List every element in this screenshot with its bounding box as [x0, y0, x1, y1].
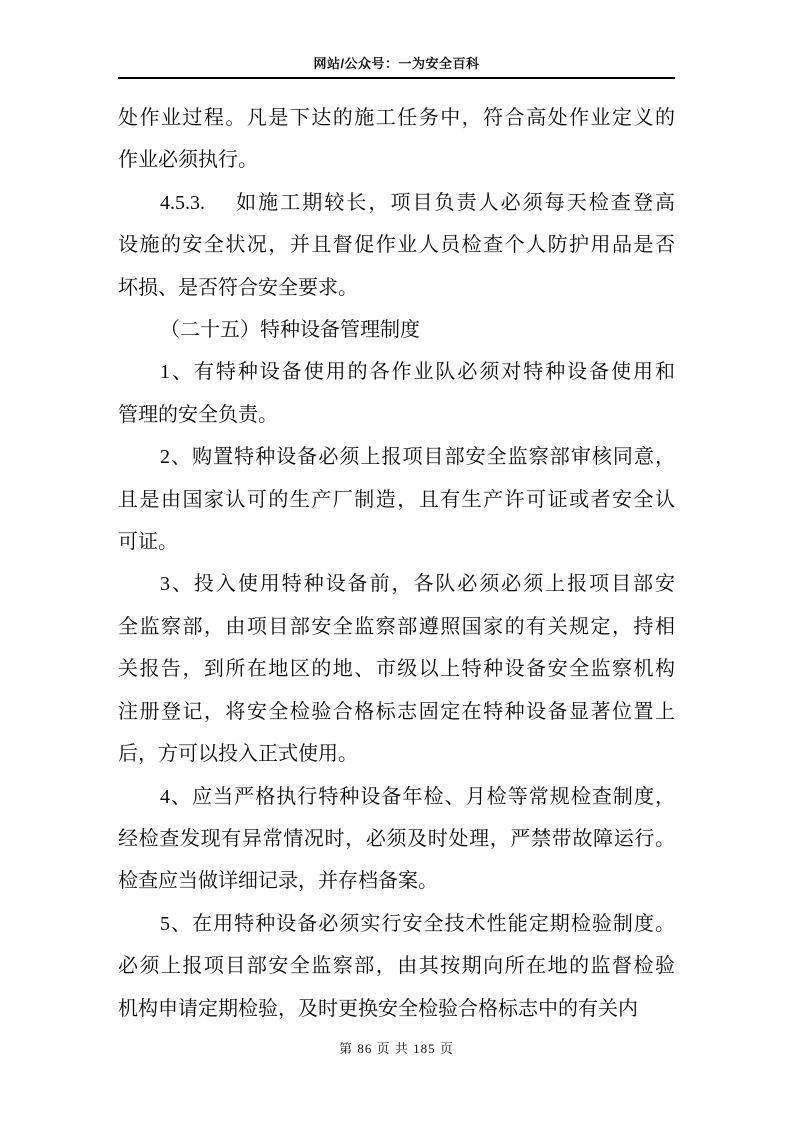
- text-line: 全监察部，由项目部安全监察部遵照国家的有关规定，持相: [118, 615, 675, 638]
- page-number-footer: 第 86 页 共 185 页: [339, 1041, 454, 1056]
- text-line: 1、有特种设备使用的各作业队必须对特种设备使用和: [160, 361, 675, 384]
- text-line: 后，方可以投入正式使用。: [118, 743, 358, 766]
- text-line: 处作业过程。凡是下达的施工任务中，符合高处作业定义的: [118, 107, 675, 129]
- text-line: 经检查发现有异常情况时，必须及时处理，严禁带故障运行。: [118, 827, 675, 850]
- header-divider-rule: [118, 77, 675, 79]
- text-line: 坏损、是否符合安全要求。: [118, 276, 358, 299]
- text-line: 作业必须执行。: [118, 149, 258, 172]
- text-line: 且是由国家认可的生产厂制造，且有生产许可证或者安全认: [118, 488, 675, 511]
- paragraph: [118, 309, 675, 351]
- paragraph: [118, 182, 675, 309]
- text-line: 可证。: [118, 531, 178, 554]
- text-line: 机构申请定期检验，及时更换安全检验合格标志中的有关内: [118, 997, 638, 1020]
- paragraph: [118, 351, 675, 436]
- text-line: 关报告，到所在地区的地、市级以上特种设备安全监察机构: [118, 658, 675, 681]
- page-header-site-label: 网站/公众号：一为安全百科: [313, 56, 480, 71]
- paragraph: [118, 903, 675, 1030]
- text-line: 管理的安全负责。: [118, 403, 278, 426]
- text-line: 3、投入使用特种设备前，各队必须必须上报项目部安: [160, 573, 675, 596]
- paragraph: [118, 97, 675, 182]
- text-line: 必须上报项目部安全监察部，由其按期向所在地的监督检验: [118, 955, 675, 978]
- paragraph: [118, 776, 675, 903]
- text-line: （二十五）特种设备管理制度: [160, 319, 420, 342]
- text-line: 注册登记，将安全检验合格标志固定在特种设备显著位置上: [118, 700, 675, 723]
- text-line: 4、应当严格执行特种设备年检、月检等常规检查制度，: [160, 785, 675, 808]
- text-line: 检查应当做详细记录，并存档备案。: [118, 870, 438, 893]
- document-body: [118, 97, 675, 1030]
- text-line: 5、在用特种设备必须实行安全技术性能定期检验制度。: [160, 912, 675, 935]
- text-line: 设施的安全状况，并且督促作业人员检查个人防护用品是否: [118, 234, 675, 257]
- paragraph: [118, 436, 675, 563]
- paragraph: [118, 563, 675, 775]
- text-line: 4.5.3. 如施工期较长，项目负责人必须每天检查登高: [160, 191, 675, 214]
- text-line: 2、购置特种设备必须上报项目部安全监察部审核同意，: [160, 446, 675, 469]
